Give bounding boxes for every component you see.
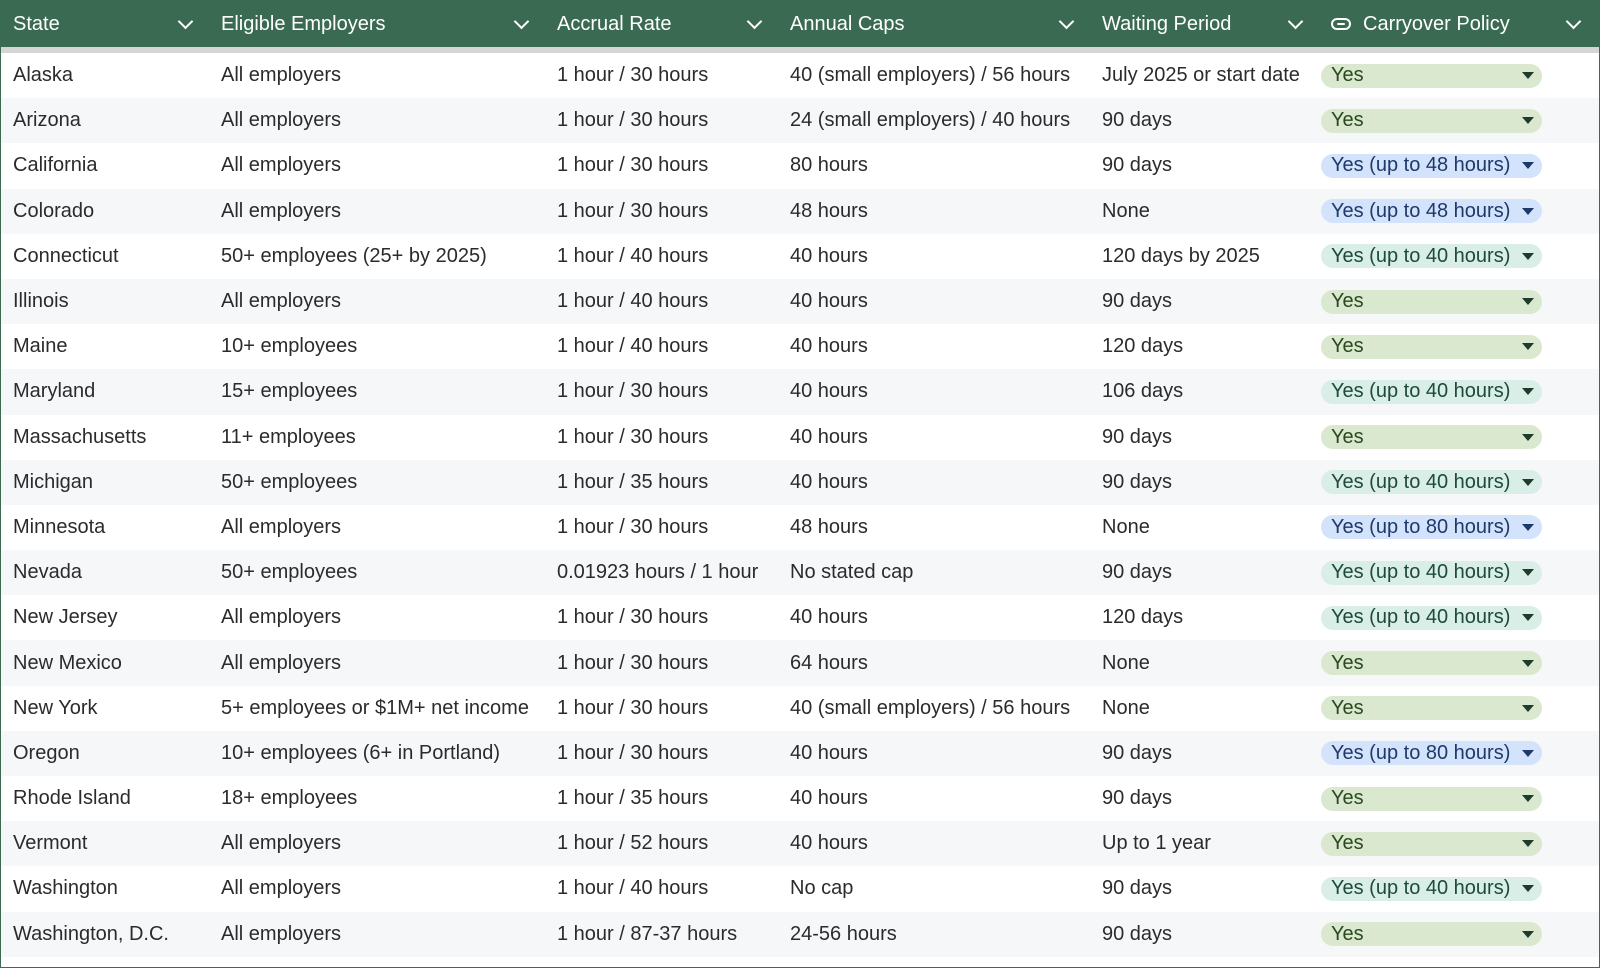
column-header-label: Annual Caps (790, 12, 905, 35)
state-cell[interactable]: Oregon (13, 741, 80, 764)
annual-caps-cell[interactable]: 40 hours (790, 425, 868, 448)
carryover-policy-dropdown[interactable] (1321, 741, 1542, 765)
caret-down-icon[interactable] (1522, 162, 1534, 169)
caret-down-icon[interactable] (1522, 569, 1534, 576)
carryover-policy-dropdown[interactable] (1321, 290, 1542, 314)
dropdown-value: Yes (up to 40 hours) (1331, 470, 1511, 493)
eligible-employers-cell[interactable]: All employers (221, 290, 342, 313)
table-row[interactable] (1, 279, 1599, 324)
table-row[interactable] (1, 776, 1599, 821)
carryover-policy-cell (1319, 832, 1599, 856)
carryover-policy-cell (1319, 561, 1599, 585)
accrual-rate-cell[interactable]: 1 hour / 87-37 hours (557, 922, 738, 945)
dropdown-value: Yes (1331, 64, 1364, 87)
caret-down-icon[interactable] (1522, 660, 1534, 667)
chevron-down-icon[interactable] (1059, 13, 1075, 29)
carryover-policy-dropdown[interactable] (1321, 877, 1542, 901)
table-row[interactable] (1, 98, 1599, 143)
dropdown-value: Yes (up to 48 hours) (1331, 199, 1511, 222)
waiting-period-cell[interactable]: July 2025 or start date (1102, 64, 1300, 87)
carryover-policy-dropdown[interactable] (1321, 832, 1542, 856)
table-row[interactable] (1, 640, 1599, 685)
carryover-policy-cell (1319, 335, 1599, 359)
carryover-policy-cell (1319, 877, 1599, 901)
waiting-period-cell[interactable]: 120 days (1102, 606, 1184, 629)
accrual-rate-cell[interactable]: 1 hour / 30 hours (557, 199, 709, 222)
annual-caps-cell[interactable]: 40 hours (790, 741, 868, 764)
state-cell[interactable]: Maryland (13, 380, 96, 403)
state-cell[interactable]: New Mexico (13, 651, 122, 674)
carryover-policy-dropdown[interactable] (1321, 199, 1542, 223)
waiting-period-cell[interactable]: 106 days (1102, 380, 1184, 403)
accrual-rate-cell[interactable]: 1 hour / 30 hours (557, 380, 709, 403)
table-row[interactable] (1, 189, 1599, 234)
accrual-rate-cell[interactable]: 1 hour / 30 hours (557, 154, 709, 177)
waiting-period-cell[interactable]: 90 days (1102, 425, 1173, 448)
dropdown-value: Yes (1331, 696, 1364, 719)
state-cell[interactable]: Illinois (13, 290, 69, 313)
dropdown-value: Yes (1331, 651, 1364, 674)
annual-caps-cell[interactable]: 48 hours (790, 515, 868, 538)
caret-down-icon[interactable] (1522, 208, 1534, 215)
waiting-period-cell[interactable]: None (1102, 199, 1150, 222)
carryover-policy-cell (1319, 696, 1599, 720)
column-header-label: State (13, 12, 60, 35)
annual-caps-cell[interactable]: 40 hours (790, 380, 868, 403)
state-cell[interactable]: Washington (13, 877, 118, 900)
eligible-employers-cell[interactable]: All employers (221, 922, 342, 945)
column-header-state[interactable] (1, 1, 209, 47)
accrual-rate-cell[interactable]: 1 hour / 40 hours (557, 335, 709, 358)
eligible-employers-cell[interactable]: All employers (221, 109, 342, 132)
caret-down-icon[interactable] (1522, 253, 1534, 260)
caret-down-icon[interactable] (1522, 72, 1534, 79)
dropdown-value: Yes (1331, 290, 1364, 313)
carryover-policy-dropdown[interactable] (1321, 561, 1542, 585)
dropdown-value: Yes (up to 80 hours) (1331, 741, 1511, 764)
waiting-period-cell[interactable]: None (1102, 515, 1150, 538)
carryover-policy-cell (1319, 64, 1599, 88)
eligible-employers-cell[interactable]: 5+ employees or $1M+ net income (221, 696, 529, 719)
carryover-policy-cell (1319, 741, 1599, 765)
table-body (1, 53, 1599, 957)
annual-caps-cell[interactable]: 40 (small employers) / 56 hours (790, 696, 1071, 719)
state-cell[interactable]: Connecticut (13, 244, 119, 267)
waiting-period-cell[interactable]: 90 days (1102, 290, 1173, 313)
dropdown-value: Yes (1331, 335, 1364, 358)
dropdown-value: Yes (up to 80 hours) (1331, 515, 1511, 538)
carryover-policy-cell (1319, 199, 1599, 223)
table-row[interactable] (1, 866, 1599, 911)
accrual-rate-cell[interactable]: 1 hour / 30 hours (557, 515, 709, 538)
accrual-rate-cell[interactable]: 1 hour / 52 hours (557, 832, 709, 855)
caret-down-icon[interactable] (1522, 524, 1534, 531)
state-cell[interactable]: Vermont (13, 832, 88, 855)
carryover-policy-dropdown[interactable] (1321, 515, 1542, 539)
table-row[interactable] (1, 460, 1599, 505)
eligible-employers-cell[interactable]: 50+ employees (221, 561, 358, 584)
carryover-policy-dropdown[interactable] (1321, 64, 1542, 88)
accrual-rate-cell[interactable]: 1 hour / 30 hours (557, 651, 709, 674)
state-cell[interactable]: Colorado (13, 199, 95, 222)
caret-down-icon[interactable] (1522, 343, 1534, 350)
caret-down-icon[interactable] (1522, 750, 1534, 757)
carryover-policy-dropdown[interactable] (1321, 787, 1542, 811)
eligible-employers-cell[interactable]: All employers (221, 606, 342, 629)
caret-down-icon[interactable] (1522, 614, 1534, 621)
column-header-eligible-employers[interactable] (209, 1, 545, 47)
column-header-label: Waiting Period (1102, 12, 1232, 35)
chevron-down-icon[interactable] (747, 13, 763, 29)
eligible-employers-cell[interactable]: 11+ employees (221, 425, 356, 448)
column-header-carryover-policy[interactable] (1319, 1, 1599, 47)
table-row[interactable] (1, 369, 1599, 414)
carryover-policy-cell (1319, 922, 1599, 946)
caret-down-icon[interactable] (1522, 117, 1534, 124)
carryover-policy-dropdown[interactable] (1321, 335, 1542, 359)
waiting-period-cell[interactable]: 90 days (1102, 470, 1173, 493)
table-row[interactable] (1, 324, 1599, 369)
column-header-waiting-period[interactable] (1090, 1, 1319, 47)
table-header (1, 1, 1599, 47)
annual-caps-cell[interactable]: 40 hours (790, 787, 868, 810)
state-cell[interactable]: Michigan (13, 470, 94, 493)
accrual-rate-cell[interactable]: 1 hour / 40 hours (557, 877, 709, 900)
accrual-rate-cell[interactable]: 1 hour / 30 hours (557, 425, 709, 448)
carryover-policy-dropdown[interactable] (1321, 922, 1542, 946)
dropdown-value: Yes (1331, 787, 1364, 810)
state-cell[interactable]: New York (13, 696, 98, 719)
carryover-policy-cell (1319, 380, 1599, 404)
table-row[interactable] (1, 53, 1599, 98)
carryover-policy-dropdown[interactable] (1321, 380, 1542, 404)
caret-down-icon[interactable] (1522, 931, 1534, 938)
waiting-period-cell[interactable]: 90 days (1102, 787, 1173, 810)
dropdown-value: Yes (up to 40 hours) (1331, 606, 1511, 629)
annual-caps-cell[interactable]: 40 hours (790, 606, 868, 629)
carryover-policy-dropdown[interactable] (1321, 154, 1542, 178)
accrual-rate-cell[interactable]: 1 hour / 40 hours (557, 290, 709, 313)
carryover-policy-cell (1319, 244, 1599, 268)
state-cell[interactable]: Nevada (13, 561, 82, 584)
carryover-policy-dropdown[interactable] (1321, 651, 1542, 675)
carryover-policy-dropdown[interactable] (1321, 425, 1542, 449)
eligible-employers-cell[interactable]: All employers (221, 199, 342, 222)
carryover-policy-cell (1319, 606, 1599, 630)
eligible-employers-cell[interactable]: All employers (221, 877, 342, 900)
carryover-policy-cell (1319, 651, 1599, 675)
column-header-accrual-rate[interactable] (545, 1, 778, 47)
annual-caps-cell[interactable]: 40 hours (790, 244, 868, 267)
state-cell[interactable]: California (13, 154, 98, 177)
annual-caps-cell[interactable]: 40 hours (790, 290, 868, 313)
eligible-employers-cell[interactable]: 50+ employees (25+ by 2025) (221, 244, 487, 267)
table-row[interactable] (1, 912, 1599, 957)
eligible-employers-cell[interactable]: 10+ employees (221, 335, 358, 358)
carryover-policy-dropdown[interactable] (1321, 696, 1542, 720)
chevron-down-icon[interactable] (1566, 13, 1582, 29)
table-row[interactable] (1, 505, 1599, 550)
eligible-employers-cell[interactable]: All employers (221, 832, 342, 855)
table-row[interactable] (1, 550, 1599, 595)
table-row[interactable] (1, 731, 1599, 776)
table-row[interactable] (1, 415, 1599, 460)
waiting-period-cell[interactable]: 90 days (1102, 922, 1173, 945)
carryover-policy-dropdown[interactable] (1321, 470, 1542, 494)
caret-down-icon[interactable] (1522, 479, 1534, 486)
chevron-down-icon[interactable] (178, 13, 194, 29)
annual-caps-cell[interactable]: No stated cap (790, 561, 914, 584)
eligible-employers-cell[interactable]: 18+ employees (221, 787, 358, 810)
caret-down-icon[interactable] (1522, 298, 1534, 305)
annual-caps-cell[interactable]: 80 hours (790, 154, 868, 177)
chevron-down-icon[interactable] (514, 13, 530, 29)
waiting-period-cell[interactable]: None (1102, 696, 1150, 719)
carryover-policy-cell (1319, 290, 1599, 314)
caret-down-icon[interactable] (1522, 885, 1534, 892)
accrual-rate-cell[interactable]: 0.01923 hours / 1 hour (557, 561, 759, 584)
state-cell[interactable]: Alaska (13, 64, 74, 87)
annual-caps-cell[interactable]: 40 hours (790, 832, 868, 855)
state-cell[interactable]: Maine (13, 335, 68, 358)
carryover-policy-dropdown[interactable] (1321, 109, 1542, 133)
dropdown-value: Yes (up to 40 hours) (1331, 244, 1511, 267)
eligible-employers-cell[interactable]: 10+ employees (6+ in Portland) (221, 741, 501, 764)
annual-caps-cell[interactable]: 64 hours (790, 651, 868, 674)
annual-caps-cell[interactable]: 24 (small employers) / 40 hours (790, 109, 1071, 132)
dropdown-value: Yes (1331, 832, 1364, 855)
annual-caps-cell[interactable]: 40 hours (790, 470, 868, 493)
caret-down-icon[interactable] (1522, 388, 1534, 395)
dropdown-value: Yes (up to 40 hours) (1331, 380, 1511, 403)
waiting-period-cell[interactable]: 90 days (1102, 109, 1173, 132)
state-cell[interactable]: Washington, D.C. (13, 922, 169, 945)
accrual-rate-cell[interactable]: 1 hour / 40 hours (557, 244, 709, 267)
state-cell[interactable]: Minnesota (13, 515, 106, 538)
eligible-employers-cell[interactable]: 15+ employees (221, 380, 358, 403)
column-header-label: Eligible Employers (221, 12, 386, 35)
dropdown-value: Yes (up to 40 hours) (1331, 877, 1511, 900)
caret-down-icon[interactable] (1522, 434, 1534, 441)
column-header-label: Accrual Rate (557, 12, 672, 35)
eligible-employers-cell[interactable]: All employers (221, 64, 342, 87)
annual-caps-cell[interactable]: 48 hours (790, 199, 868, 222)
state-cell[interactable]: Massachusetts (13, 425, 147, 448)
waiting-period-cell[interactable]: 90 days (1102, 741, 1173, 764)
eligible-employers-cell[interactable]: All employers (221, 515, 342, 538)
caret-down-icon[interactable] (1522, 840, 1534, 847)
accrual-rate-cell[interactable]: 1 hour / 30 hours (557, 696, 709, 719)
chevron-down-icon[interactable] (1288, 13, 1304, 29)
state-cell[interactable]: New Jersey (13, 606, 118, 629)
accrual-rate-cell[interactable]: 1 hour / 30 hours (557, 64, 709, 87)
accrual-rate-cell[interactable]: 1 hour / 35 hours (557, 470, 709, 493)
waiting-period-cell[interactable]: 90 days (1102, 561, 1173, 584)
carryover-policy-cell (1319, 515, 1599, 539)
carryover-policy-cell (1319, 154, 1599, 178)
column-header-annual-caps[interactable] (778, 1, 1090, 47)
waiting-period-cell[interactable]: 90 days (1102, 877, 1173, 900)
toggle-pill-icon (1331, 18, 1351, 30)
waiting-period-cell[interactable]: 120 days (1102, 335, 1184, 358)
table-row[interactable] (1, 234, 1599, 279)
waiting-period-cell[interactable]: Up to 1 year (1102, 832, 1211, 855)
dropdown-value: Yes (1331, 922, 1364, 945)
dropdown-value: Yes (1331, 109, 1364, 132)
table-row[interactable] (1, 821, 1599, 866)
state-cell[interactable]: Arizona (13, 109, 81, 132)
waiting-period-cell[interactable]: None (1102, 651, 1150, 674)
carryover-policy-dropdown[interactable] (1321, 606, 1542, 630)
eligible-employers-cell[interactable]: All employers (221, 154, 342, 177)
annual-caps-cell[interactable]: No cap (790, 877, 854, 900)
dropdown-value: Yes (up to 40 hours) (1331, 561, 1511, 584)
waiting-period-cell[interactable]: 90 days (1102, 154, 1173, 177)
caret-down-icon[interactable] (1522, 705, 1534, 712)
caret-down-icon[interactable] (1522, 795, 1534, 802)
waiting-period-cell[interactable]: 120 days by 2025 (1102, 244, 1260, 267)
state-cell[interactable]: Rhode Island (13, 787, 131, 810)
table-row[interactable] (1, 686, 1599, 731)
dropdown-value: Yes (1331, 425, 1364, 448)
carryover-policy-cell (1319, 787, 1599, 811)
annual-caps-cell[interactable]: 40 (small employers) / 56 hours (790, 64, 1071, 87)
table-row[interactable] (1, 143, 1599, 188)
carryover-policy-cell (1319, 109, 1599, 133)
carryover-policy-cell (1319, 470, 1599, 494)
eligible-employers-cell[interactable]: 50+ employees (221, 470, 358, 493)
column-header-label: Carryover Policy (1363, 12, 1510, 35)
accrual-rate-cell[interactable]: 1 hour / 35 hours (557, 787, 709, 810)
annual-caps-cell[interactable]: 40 hours (790, 335, 868, 358)
accrual-rate-cell[interactable]: 1 hour / 30 hours (557, 109, 709, 132)
carryover-policy-cell (1319, 425, 1599, 449)
annual-caps-cell[interactable]: 24-56 hours (790, 922, 897, 945)
eligible-employers-cell[interactable]: All employers (221, 651, 342, 674)
table-row[interactable] (1, 595, 1599, 640)
accrual-rate-cell[interactable]: 1 hour / 30 hours (557, 606, 709, 629)
carryover-policy-dropdown[interactable] (1321, 244, 1542, 268)
accrual-rate-cell[interactable]: 1 hour / 30 hours (557, 741, 709, 764)
dropdown-value: Yes (up to 48 hours) (1331, 154, 1511, 177)
